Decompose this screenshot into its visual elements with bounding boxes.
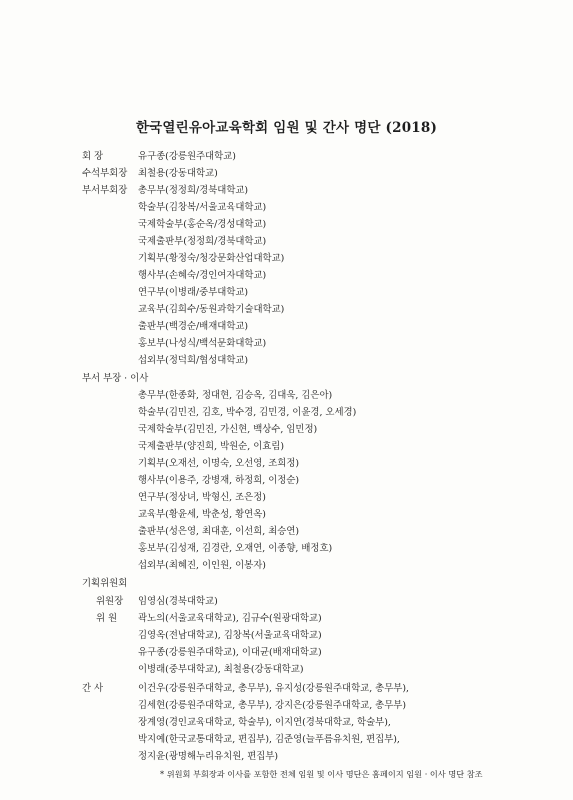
vp-entry: 교육부(김희수/동원과학기술대학교) [138,304,285,315]
secretary-entry: 김세현(강릉원주대학교, 총무부), 강지은(강릉원주대학교, 총무부) [138,700,406,711]
vp-entry: 연구부(이병래/중부대학교) [138,287,249,298]
vp-entry: 국제학술부(홍순옥/경성대학교) [138,219,267,230]
director-entry: 국제학술부(김민진, 가신현, 백상수, 임민정) [138,424,318,435]
committee-member-entry: 유구종(강릉원주대학교), 이대균(배재대학교) [138,647,322,658]
planning-committee-label: 기획위원회 [82,578,128,589]
vp-entry: 총무부(정정희/경북대학교) [138,185,249,196]
committee-member-entry: 김영옥(전남대학교), 김창복(서울교육대학교) [138,630,322,641]
committee-chair-label: 위원장 [96,596,124,607]
committee-chair-entry: 임영심(경북대학교) [138,596,218,607]
director-entry: 출판부(성은영, 최대훈, 이선희, 최승연) [138,526,300,537]
vp-entry: 홍보부(나성식/백석문화대학교) [138,338,267,349]
senior-vp-label: 수석부회장 [82,168,128,179]
vp-entry: 행사부(손혜숙/경인여자대학교) [138,270,267,281]
secretaries-label: 간 사 [82,683,104,694]
vp-entry: 기획부(황정숙/청강문화산업대학교) [138,253,285,264]
director-entry: 교육부(황윤세, 박춘성, 황연옥) [138,509,266,520]
director-entry: 연구부(정상녀, 박형신, 조은정) [138,492,266,503]
president-entry: 유구종(강릉원주대학교) [138,151,236,162]
document-title: 한국열린유아교육학회 임원 및 간사 명단 (2018) [135,120,438,136]
director-entry: 학술부(김민진, 김호, 박수경, 김민경, 이윤경, 오세경) [138,407,357,418]
committee-member-entry: 곽노의(서울교육대학교), 김규수(원광대학교) [138,613,322,624]
committee-member-entry: 이병래(중부대학교), 최철용(강동대학교) [138,664,304,675]
footnote: * 위원회 부회장과 이사를 포함한 전체 임원 및 이사 명단은 홈페이지 임원 · 이사 명단 참조 [160,769,483,779]
secretary-entry: 박지예(한국교통대학교, 편집부), 김준영(늘푸름유치원, 편집부), [138,734,400,745]
director-entry: 기획부(오재선, 이명숙, 오선영, 조희정) [138,458,300,469]
vp-entry: 학술부(김창복/서울교육대학교) [138,202,267,213]
senior-vp-entry: 최철용(강동대학교) [138,168,218,179]
committee-members-label: 위 원 [96,613,118,624]
secretary-entry: 장계영(경인교육대학교, 학술부), 이지연(경북대학교, 학술부), [138,717,391,728]
vp-entry: 국제출판부(정정희/경북대학교) [138,236,267,247]
secretary-entry: 이건우(강릉원주대학교, 총무부), 유지성(강릉원주대학교, 총무부), [138,683,409,694]
president-label: 회 장 [82,151,104,162]
director-entry: 홍보부(김성재, 김경란, 오재연, 이종향, 배정호) [138,543,333,554]
vp-label: 부서부회장 [82,185,128,196]
director-entry: 행사부(이용주, 강병재, 하정희, 이정순) [138,475,300,486]
director-entry: 국제출판부(양진희, 박원순, 이효림) [138,441,285,452]
vp-entry: 섭외부(정덕희/협성대학교) [138,355,249,366]
secretary-entry: 정지윤(광명해누리유치원, 편집부) [138,751,279,762]
director-entry: 섭외부(최혜진, 이인원, 이봉자) [138,560,266,571]
directors-label: 부서 부장 · 이사 [82,373,149,384]
vp-entry: 출판부(백경순/배재대학교) [138,321,249,332]
director-entry: 총무부(한종화, 정대현, 김승옥, 김대욱, 김은아) [138,390,333,401]
